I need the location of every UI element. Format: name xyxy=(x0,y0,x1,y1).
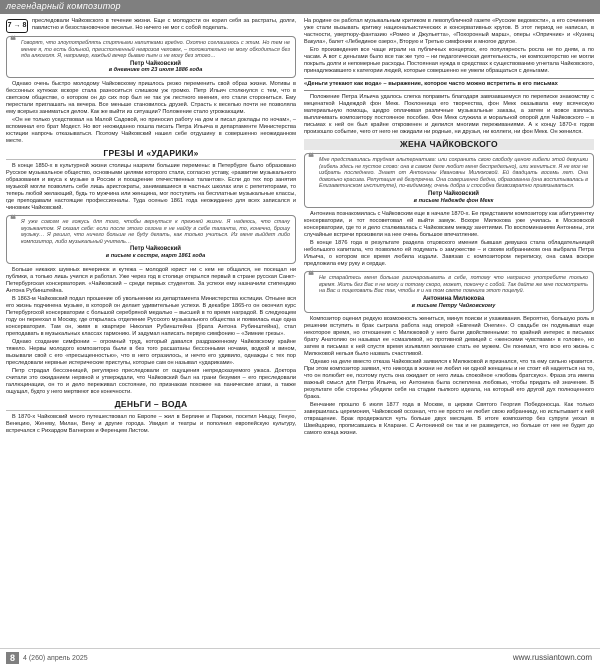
quote-source: в письме Петру Чайковскому xyxy=(411,302,496,309)
quote-text: Мне представилась трудная альтернатива: или сохранить свою свободу ценою гибели этой девушки (гибель здесь не пустое слово: она в самом деле любит меня беспредельно), или жениться. Я не мог не избрать последнего. Знает от Антонины Ивановны Милюковой. Ей двадцать восемь лет. Она довольно красива. Репутация её безупречна. Она совершенно бедна, образованна (она воспитывалась в Елизаветинском институте), по-видимому, очень добра и способна безвозвратно привязываться. xyxy=(319,157,588,190)
section-heading: ЖЕНА ЧАЙКОВСКОГО xyxy=(304,139,594,150)
quote-mark-icon: ❝ xyxy=(308,270,314,283)
body-paragraph: В конце 1850-х в культурной жизни столицы назрели большие перемены: в Петербурге было образовано Русское музыкальное общество, основными целями которого стали, согласно уставу, «развитие музыкального образования и вкуса к музыке в России и поощрение отечественных талантов». Если до тех пор занятия музыкой могли позволить себе лишь аристократы, занимавшиеся в частных школах или с репетиторами, то теперь любой желающий, будь то мужчина или женщина, мог поступить на бесплатные музыкальные классы, где преподавали настоящие профессионалы. Туда осенью 1861 года неожиданно для всех записался и чиновник Чайковский. xyxy=(6,162,296,211)
website-link[interactable]: www.russiantown.com xyxy=(512,653,592,662)
body-paragraph: Антонина познакомилась с Чайковским еще в начале 1870-х. Ее представили композитору как абитуриентку консерватории, и тот посоветовал ей выйти замуж. Вскоре Милюкова уже училась в Московской консерватории, где то и дело сталкивалась с Чайковским между занятиями. По воспоминаниям Антонины, эти случайные встречи произвели на нее очень большое впечатление. xyxy=(304,211,594,239)
body-paragraph: В 1870-х Чайковский много путешествовал по Европе – жил в Берлине и Париже, посетил Ниццу, Геную, Венецию, Женеву, Милан, Вену и другие города. Увидел и театры и пополнил европейскую культуру, встречался с Рихардом Вагнером и Ференцем Листом. xyxy=(6,413,296,434)
body-paragraph: Положение Петра Ильича удалось слегка поправить благодаря завязавшемуся по переписке знакомству с меценаткой Надеждой фон Мекк. Поклонница его творчества, фон Мекк оказывала ему всяческую материальную помощь, щедро оплачивая различные музыкальные заказы, а затем и вовсе взялась выплачивать композитору постоянное пособие. Фон Мекк служила и моральной опорой для Чайковского – в письмах к ней он был крайне откровенен и делился многими переживаниями. А к концу 1870-х годов произошло событие, чего от него не ожидали ни родные, ни друзья, ни коллеги, ни фон Мекк. Он женился. xyxy=(304,94,594,135)
quote-box-1 xyxy=(6,36,296,78)
section-heading: ДЕНЬГИ – ВОДА xyxy=(6,399,296,411)
quote-text: Не старайтесь меня больше разочаровывать в себе, потому что напрасно употребите только время. Жить без Вас я не могу и потому скоро, может, покончу с собой. Так дайте же мне посмотреть на Вас и поцеловать Вас так, чтобы я и на том свете помнила этот поцелуй. xyxy=(319,275,588,295)
quote-text: Я уже совсем не гожусь для того, чтобы вернуться к прежней жизни. Я надеюсь, что стану музыкантом. Я сказал себе: если после этого сезона я не найду в себе таланта, то, конечно, брошу музыку… Я решил, что ничего больше не буду делать, как только учиться. Из меня выйдет либо композитор, либо музыкальный учитель… xyxy=(21,218,290,245)
body-paragraph: Однако создание симфонии – огромный труд, который давался раздраженному Чайковскому крайне тяжело. Нервы молодого композитора были в без того расшатаны бессонными ночами, водкой и вином, вызывали свой с его «пресыщенностью», что в него отразилось, и нечто его удивило, однажды с тех пор преследовали нервные истерические приступы, которые сам он называл «удариками». xyxy=(6,338,296,366)
body-paragraph: Его произведения все чаще играли на публичных концертах, его популярность росла не по дням, а по часам. А вот с деньгами было все так же туго – ни педагогическая деятельность, ни композиторство не могли покрыть долги и непомерные расходы. Постоянная нужда в средствах к существованию угнетала Чайковского, принадлежавшего к категории людей, которые совершенно не умели обращаться с деньгами. xyxy=(304,47,594,74)
section-heading: ГРЕЗЫ И «УДАРИКИ» xyxy=(6,148,296,160)
quote-box-3 xyxy=(304,153,594,208)
quote-mark-icon: ❝ xyxy=(10,213,16,226)
page-number: 8 xyxy=(6,652,19,664)
quote-source: в письме Надежде фон Мекк xyxy=(413,197,494,204)
quote-source: в письме к сестре, март 1861 года xyxy=(105,252,206,259)
quote-box-4 xyxy=(304,271,594,313)
body-paragraph: В 1863-м Чайковский подал прошение об увольнении из департамента Министерства юстиции. Отныне вся его жизнь подчинена музыке, в которой он делает удивительные успехи. В декабре 1865-го он окончил курс Петербургской консерватории с большой серебряной медалью – высшей в то время наградой. В следующем году он переехал в Москву, где открылась отделение Русского музыкального общества и появилась еще одна консерватория. Там он, живя в квартире Николая Рубинштейна (брата Антона Рубинштейна), стал преподавать в музыкальных классах гармонию. И задумал написать первую симфонию – «Зимние грезы». xyxy=(6,295,296,337)
quote-source: в дневнике от 23 июля 1886 года xyxy=(108,67,203,74)
body-paragraph: В конце 1876 года в результате раздела отцовского имения бывшая девушка стала обладательницей небольшого капитала, что позволило ей подумать о замужестве – и своим избранником она выбрала Петра Ильича, о котором все время любила издали. Завязав с композитором переписку, она сама вскоре предложила ему руку и сердце. xyxy=(304,240,594,268)
quote-mark-icon: ❝ xyxy=(10,35,16,47)
footer-issue-info xyxy=(6,652,88,664)
body-paragraph: «Он не только уседствовал на Малой Садовой, но приносил работу на дом и писал доклады по ночам», – вспоминал его брат Модест. Но вот неожиданно пошла писать Петра Ильича в департаменте Министерства юстиции напрочь отказываться. Поэтому Чайковский нашел себе отдушину в совершенно неожиданном месте. xyxy=(6,116,296,144)
page-reference-badge: 7 → 8 xyxy=(6,19,28,33)
page-footer xyxy=(0,648,600,666)
body-paragraph: Петр страдал бессонницей, регулярно преследовали от ощущения непредсказуемого ужаса. Доктора считали это ожиданием нервной и утверждали, что Чайковский был на грани безумия – его преследовали галлюцинации, он то и дело переживал состояние, по признакам похожее на панические атаки, а также ощущал, будто у него мертвеют все конечности. xyxy=(6,367,296,395)
intro-paragraph: преследовали Чайковского в течение жизни. Еще с молодости он корил себя за растраты, долги, павлистно и безостановочное веселье. Но ничего не мог с собой поделать. xyxy=(32,18,296,31)
quote-author: Петр Чайковский xyxy=(428,190,479,197)
quote-author: Антонина Милюкова xyxy=(422,295,485,302)
issue-label: 4 (260) апрель 2025 xyxy=(23,654,88,662)
section-title: легендарный композитор xyxy=(6,1,121,11)
quote-author: Петр Чайковский xyxy=(130,60,181,67)
pull-quote: «Деньги утекают как вода» – выражение, которое часто можно встретить в его письмах xyxy=(304,78,594,91)
quote-mark-icon: ❝ xyxy=(308,152,314,164)
body-paragraph: Однако на деле вместо отказа Чайковский заявился к Милюковой и признался, что та ему сильно нравится. При этом композитор заявил, что никогда в жизни не любил ни одной женщины и не стоит ей надеяться на то, что он полюбит ее, поэтому пусть она ожидает от него лишь спокойное «любовь братскую». Фраза эта имела важный смысл для Петра Ильича, но Антонина была ослеплена любовью, чтобы придать ей значение. В результате обе стороны убедили себя на стадии пылкого идеала, на который его другой дух полноценного брака. xyxy=(304,359,594,401)
quote-box-2 xyxy=(6,215,296,264)
left-column xyxy=(6,18,296,436)
quote-author: Петр Чайковский xyxy=(130,246,181,253)
body-paragraph: Композитор оценил редкую возможность жениться, минуя поиски и ухаживания. Вероятно, большую роль в решении вступить в брак сыграла работа над оперой «Евгений Онегин». О свадьбе он подумывал еще некоторое время, но отношения с Милюковой у него были двойственными: то крайний интерес в письмах брату Анатолию он называл ее «смазливой, но противной девицей с «женскими чувствами» в голове», но затем в письмах к ней спустя время изъявлял желание стать ее мужем. Он понимал, что всю его жизнь с Милюковой нельзя было назвать счастливой. xyxy=(304,316,594,358)
right-column xyxy=(304,18,594,438)
section-header-bar xyxy=(0,0,600,14)
body-paragraph: Однако очень быстро молодому Чайковскому пришлось резко переменить свой образ жизни. Мотивы в бессонных кутежах вскоре стала разноситься слишком уж громко. Петр Ильич столкнулся с тем, что в светском обществе, о котором он до сих пор был не так уж лестного мнения, его стали сторониться. Ему перестали приглашать на вечера. Все меньше становилось друзей. Страсть к веселью почти не позволяла ему всерьез заниматься делом. Как же выйти из ситуации? Положение стало угрожающим. xyxy=(6,80,296,115)
body-paragraph: На родине он работал музыкальным критиком в левопубличной газете «Русские ведомости», а его сочинения уже стали вызывать критику национальистических и консервативных кругов. В этот период не написал, в частности, увертюру-фантазию «Ромео и Джульетта», «Похоронный марш», оперы «Опричник» и «Кузнец Вакула», балет «Лебединое озеро», Вторую и Третью симфонии и многое другое. xyxy=(304,18,594,45)
body-paragraph: Венчание прошло 6 июля 1877 года в Москве, в церкви Святого Георгия Победоносца. Как только завершилась церемония, Чайковский осознал, что не просто не любит свою избранницу, но испытывает к ней отвращение. Брак продержался чуть больше двух месяцев. В итоге композитор без супруги уехал в Швейцарию, прописавшись в Кларане. С Антониной он так и не разведется, но больше от нее не будет до самого конца жизни. xyxy=(304,402,594,437)
continuation-block xyxy=(6,18,296,33)
quote-text: Говорят, что злоупотреблять спиртными напитками вредно. Охотно соглашаюсь с этим. Но тем не менее я, то есть больной, преисполненный неврозов человек, – положительно не могу обходиться без яда алкоголя. Я, например, каждый вечер бываю пьян и не могу без этого… xyxy=(21,40,290,60)
body-paragraph: Больше никаких шумных вечеринок и кутежа – молодой юрист ни с кем не общался, не посещал ни публики, а только лишь учился и работал. Уже через год в столице открылся первый в стране русская Санкт-Петербургская консерватория. «Чайковский – среди первых студентов. За успехи ему назначили стипендию Антона Рубинштейна. xyxy=(6,266,296,294)
